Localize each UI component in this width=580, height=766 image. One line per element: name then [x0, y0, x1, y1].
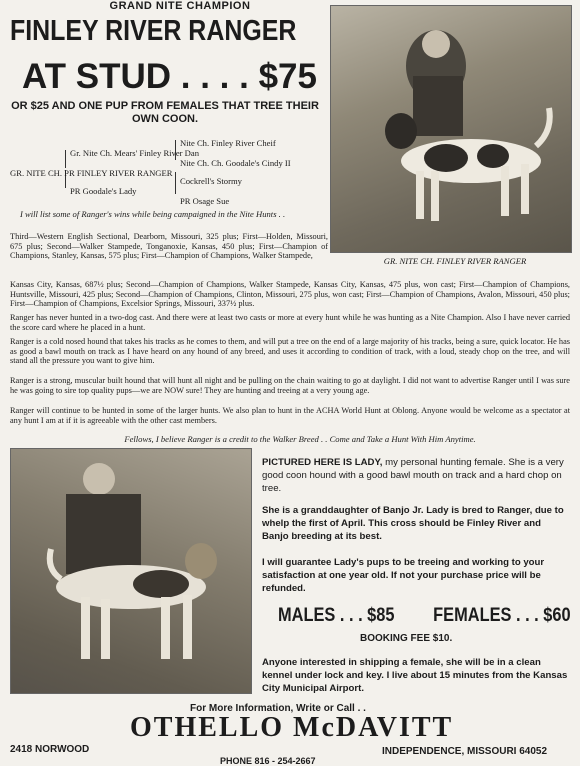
pedigree-dam: PR Goodale's Lady — [70, 186, 137, 196]
paragraph-strength: Ranger is a strong, muscular built hound that will hunt all night and be pulling on the chain waiting to go at daylight. I did not want to advertise Ranger until I was sure he was going to sire top quality pups—we are NOW sure! They are hunting and treeing at a very young age. — [10, 376, 570, 395]
lady-intro-rest: my personal hunting female. She is a very good coon hound with a good bawl mouth on track and a hard chop on tree. — [262, 457, 564, 494]
pedigree-sire: Gr. Nite Ch. Mears' Finley River Dan — [70, 148, 200, 158]
wins-intro: I will list some of Ranger's wins while being campaigned in the Nite Hunts . . — [20, 209, 286, 219]
lady-guarantee: I will guarantee Lady's pups to be treeing and working to your satisfaction at one year old. If not your purchase price will be refunded. — [262, 557, 545, 594]
wins-list-part2: Kansas City, Kansas, 687½ plus; Second—Champion of Champions, Walker Stampede, Kansas City, Kansas, 475 plus, won cast; First—Champion of Champions, Huntsville, Missouri, 425 plus; Second—Champion of Champions, Clinton, Missouri, 275 plus, won cast; First—Champion of Champions, Avalon, Missouri, 450 plus; First—Champion of Champions, Excelsior Springs, Missouri, 337½ plus. — [10, 280, 570, 309]
more-info-line: For More Information, Write or Call . . — [190, 703, 366, 714]
closing-line: Fellows, I believe Ranger is a credit to the Walker Breed . . Come and Take a Hunt With Him Anytime. — [124, 434, 476, 444]
page-title: FINLEY RIVER RANGER — [10, 15, 297, 47]
price-males: MALES . . . $85 — [278, 604, 395, 626]
paragraph-continue: Ranger will continue to be hunted in some of the larger hunts. We also plan to hunt in the ACHA World Hunt at Oblong. Anyone would be welcome as a spectator at any hunt I am at if it is agreeable with the other cast members. — [10, 406, 570, 425]
kicker-title: GRAND NITE CHAMPION — [109, 0, 251, 12]
city-address: INDEPENDENCE, MISSOURI 64052 — [382, 746, 548, 757]
stud-fee-heading: AT STUD . . . . $75 — [22, 57, 317, 96]
stud-fee-alternative: OR $25 AND ONE PUP FROM FEMALES THAT TREE THEIR OWN COON. — [11, 100, 319, 125]
wins-list-part1: Third—Western English Sectional, Dearborn, Missouri, 325 plus; First—Holden, Missouri, 675 plus; Second—Walker Stampede, Tonganoxie, Kansas, 450 plus; First—Champion of Champions, Stanley, Kansas, 575 plus; First—Champion of Champions, Walker Stampede, — [10, 232, 328, 261]
lady-granddaughter: She is a granddaughter of Banjo Jr. Lady is bred to Ranger, due to whelp the first of April. This cross should be Finley River and Banjo breeding at its best. — [262, 505, 564, 542]
photo-ranger — [330, 5, 572, 253]
lady-intro — [262, 456, 570, 495]
paragraph-nose: Ranger is a cold nosed hound that takes his tracks as he comes to them, and will put a tree on the end of a large majority of his tracks, being a sure, quick locator. He has as good a bawl mouth on track as I have heard on any hound of any breed, and uses it according to condition of track, with a loud, steady chop on the tree, and will stand all the pressure you want to give him. — [10, 337, 570, 366]
shipping-info: Anyone interested in shipping a female, she will be in a clean kennel under lock and key. I live about 15 minutes from the Kansas City Municipal Airport. — [262, 657, 568, 694]
pedigree-chart — [10, 138, 330, 206]
price-females: FEMALES . . . $60 — [433, 604, 571, 626]
pedigree-dam-sire: Cockrell's Stormy — [180, 176, 242, 186]
street-address: 2418 NORWOOD — [10, 744, 90, 755]
pedigree-dam-dam: PR Osage Sue — [180, 196, 230, 206]
man-with-female-dog-illustration — [11, 449, 251, 693]
man-with-dog-illustration — [331, 6, 571, 252]
lady-intro-bold: PICTURED HERE IS LADY, — [262, 457, 383, 468]
photo-ranger-caption: GR. NITE CH. FINLEY RIVER RANGER — [383, 256, 527, 266]
owner-name: OTHELLO McDAVITT — [130, 712, 454, 743]
phone-number: PHONE 816 - 254-2667 — [220, 756, 316, 766]
pedigree-sire-dam: Nite Ch. Ch. Goodale's Cindy II — [180, 158, 291, 168]
pedigree-sire-sire: Nite Ch. Finley River Cheif — [180, 138, 276, 148]
pedigree-dog: GR. NITE CH. PR FINLEY RIVER RANGER — [10, 168, 173, 178]
photo-lady — [10, 448, 252, 694]
puppy-prices — [278, 604, 571, 627]
booking-fee: BOOKING FEE $10. — [360, 633, 453, 644]
paragraph-cast: Ranger has never hunted in a two-dog cast. And there were at least two casts or more at every hunt while he was hunting as a Nite Champion. Also I have never carried the score card where he placed in a hunt. — [10, 313, 570, 332]
